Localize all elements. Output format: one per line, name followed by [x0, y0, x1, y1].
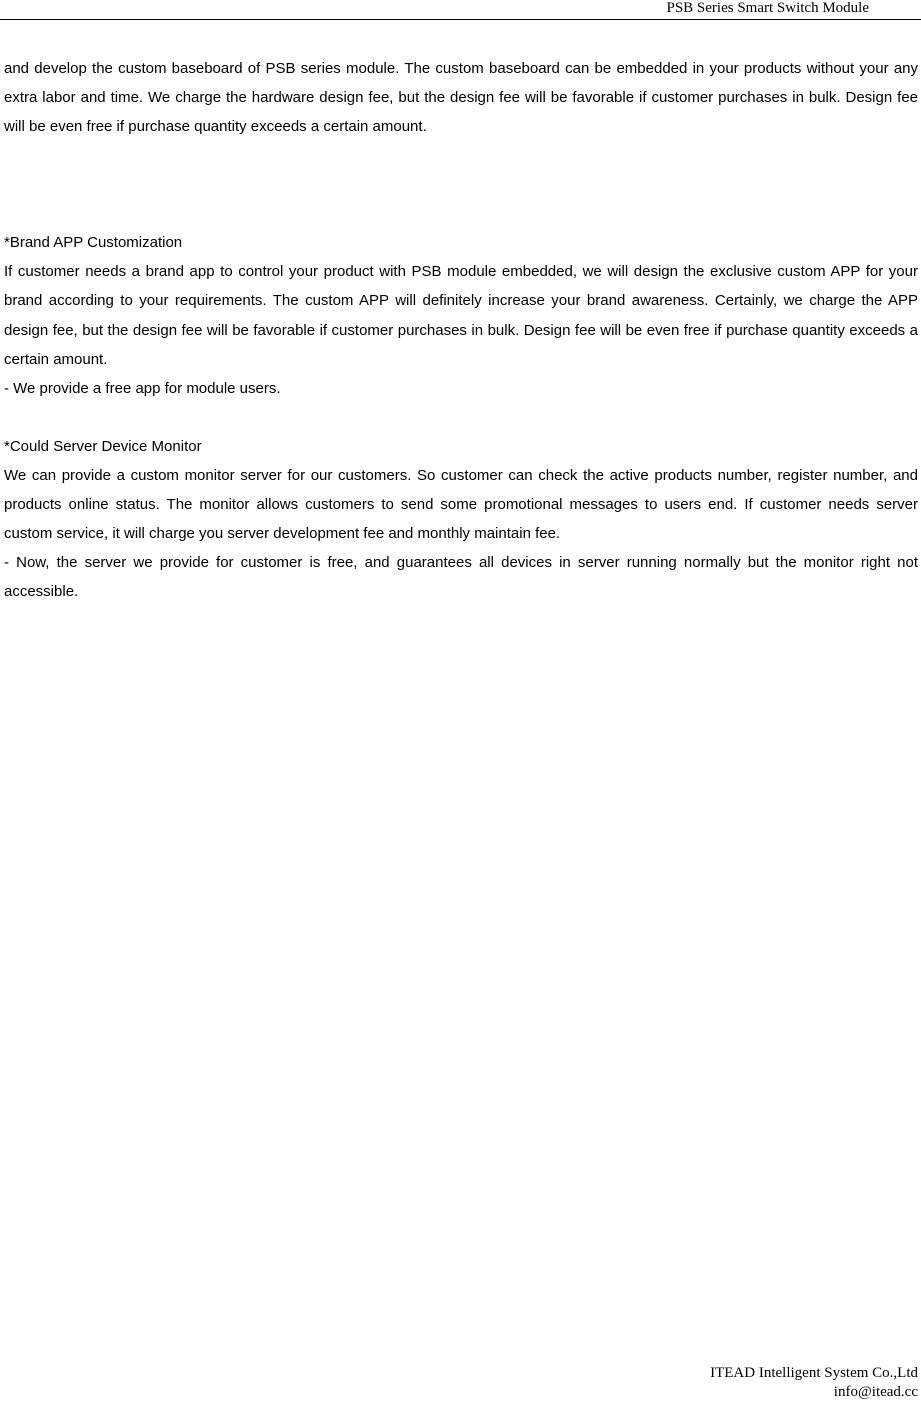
document-body	[4, 54, 918, 606]
page-footer	[710, 1364, 918, 1402]
brand-app-heading: *Brand APP Customization	[4, 234, 183, 252]
intro-paragraph: and develop the custom baseboard of PSB series module. The custom baseboard can be embedded in your products without your any extra labor and time. We charge the hardware design fee, but the design fee will be favorable if customer purchases in bulk. Design fee will be even free if purchase quantity exceeds a certain amount.	[4, 60, 918, 136]
section-spacer	[4, 141, 918, 228]
page-header-title: PSB Series Smart Switch Module	[666, 0, 869, 16]
brand-app-paragraph: If customer needs a brand app to control your product with PSB module embedded, we will design the exclusive custom APP for your brand according to your requirements. The custom APP will definitely increase your brand awareness. Certainly, we charge the APP design fee, but the design fee will be favorable if customer purchases in bulk. Design fee will be even free if purchase quantity exceeds a certain amount.	[4, 263, 918, 368]
section-spacer	[4, 403, 918, 432]
footer-company: ITEAD Intelligent System Co.,Ltd	[710, 1365, 918, 1381]
brand-app-note: - We provide a free app for module users.	[4, 379, 281, 397]
footer-email: info@itead.cc	[833, 1384, 918, 1400]
server-monitor-paragraph: We can provide a custom monitor server for our customers. So customer can check the active products number, register number, and products online status. The monitor allows customers to send some promotional messages to users end. If customer needs server custom service, it will charge you server development fee and monthly maintain fee.	[4, 466, 918, 543]
header-divider	[0, 19, 921, 20]
server-monitor-heading: *Could Server Device Monitor	[4, 437, 202, 455]
server-monitor-note: - Now, the server we provide for customer is free, and guarantees all devices in server running normally but the monitor right not accessible.	[4, 554, 918, 601]
